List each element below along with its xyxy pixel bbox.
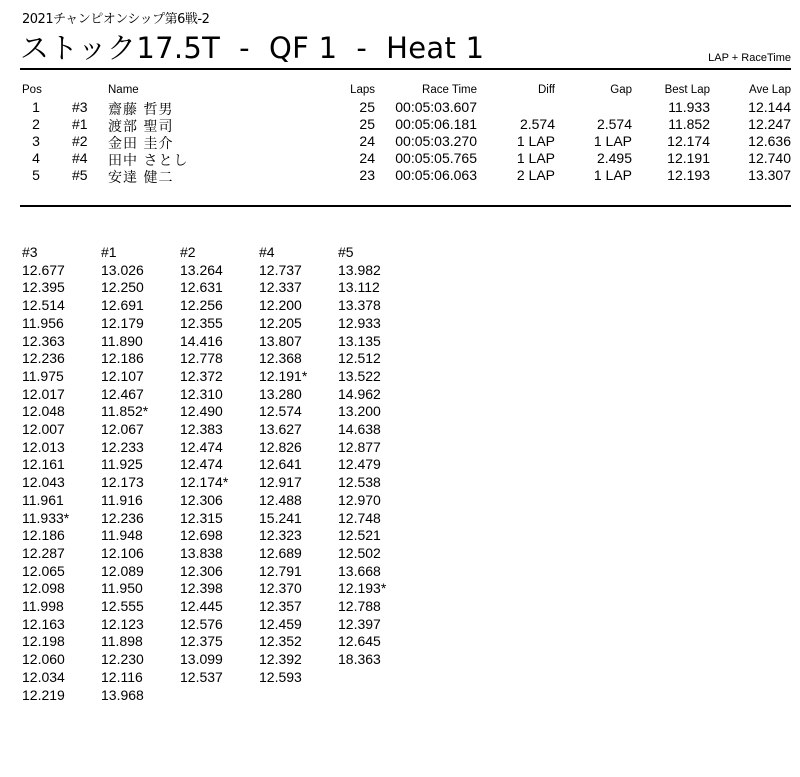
result-gap: 2.495	[596, 150, 632, 166]
lap-time: 12.219	[22, 686, 65, 703]
lap-time: 12.306	[180, 562, 223, 579]
result-name: 齋藤 哲男	[108, 102, 174, 118]
header-best-lap: Best Lap	[664, 84, 710, 96]
lap-time: 12.398	[180, 580, 223, 597]
lap-time: 13.668	[338, 562, 381, 579]
lap-time: 12.698	[180, 527, 223, 544]
lap-time: 12.490	[180, 403, 223, 420]
lap-time: 11.948	[101, 527, 143, 544]
lap-column	[338, 244, 417, 704]
lap-time: 12.574	[259, 403, 302, 420]
lap-time: 12.917	[259, 474, 302, 491]
lap-time: 11.998	[22, 598, 64, 615]
lap-time: 12.593	[259, 668, 302, 685]
result-name: 金田 圭介	[108, 136, 174, 152]
result-pos: 2	[32, 116, 40, 132]
result-row	[22, 167, 791, 184]
result-laps: 24	[359, 133, 375, 149]
lap-time: 12.065	[22, 562, 65, 579]
result-diff: 1 LAP	[516, 150, 555, 166]
result-race-time: 00:05:03.270	[395, 133, 477, 149]
lap-time: 12.048	[22, 403, 65, 420]
header-gap: Gap	[610, 84, 632, 96]
lap-time: 12.691	[101, 297, 144, 314]
result-pos: 3	[32, 133, 40, 149]
lap-time: 12.236	[22, 350, 65, 367]
lap-time: 11.852*	[101, 403, 149, 420]
lap-time: 12.778	[180, 350, 223, 367]
lap-time: 12.631	[180, 279, 223, 296]
result-best-lap: 12.193	[667, 167, 710, 183]
lap-time: 13.264	[180, 261, 223, 278]
lap-time: 12.230	[101, 651, 144, 668]
lap-time: 18.363	[338, 651, 381, 668]
result-row	[22, 99, 791, 116]
lap-time: 12.315	[180, 509, 223, 526]
lap-time: 12.459	[259, 615, 302, 632]
lap-time: 12.123	[101, 615, 144, 632]
lap-time: 13.378	[338, 297, 381, 314]
result-ave-lap: 12.247	[748, 116, 791, 132]
lap-time: 12.323	[259, 527, 302, 544]
lap-time: 12.161	[22, 456, 65, 473]
lap-column-label: #4	[259, 244, 275, 260]
result-laps: 24	[359, 150, 375, 166]
lap-time: 12.474	[180, 438, 223, 455]
result-gap: 2.574	[596, 116, 632, 132]
result-num: #4	[72, 150, 88, 166]
header-pos: Pos	[22, 84, 42, 96]
lap-time: 12.250	[101, 279, 144, 296]
header-ave-lap: Ave Lap	[749, 84, 791, 96]
lap-time: 12.191*	[259, 367, 308, 384]
lap-column	[101, 244, 180, 704]
result-diff: 2.574	[519, 116, 555, 132]
lap-time: 12.970	[338, 491, 381, 508]
lap-time: 12.467	[101, 385, 144, 402]
lap-time: 13.627	[259, 421, 302, 438]
lap-time: 12.198	[22, 633, 65, 650]
lap-time: 12.186	[101, 350, 144, 367]
lap-time: 13.522	[338, 367, 381, 384]
result-best-lap: 11.852	[668, 116, 710, 132]
result-laps: 25	[359, 99, 375, 115]
header-race-time: Race Time	[422, 84, 477, 96]
lap-time: 12.514	[22, 297, 65, 314]
result-best-lap: 12.191	[667, 150, 710, 166]
lap-time: 12.034	[22, 668, 65, 685]
result-num: #1	[72, 116, 88, 132]
lap-time: 12.106	[101, 544, 144, 561]
lap-time: 12.236	[101, 509, 144, 526]
result-ave-lap: 12.144	[748, 99, 791, 115]
lap-time: 13.099	[180, 651, 223, 668]
lap-time: 12.306	[180, 491, 223, 508]
lap-time: 12.174*	[180, 474, 229, 491]
lap-time: 14.416	[180, 332, 223, 349]
lap-time: 11.961	[22, 491, 64, 508]
lap-time: 12.372	[180, 367, 223, 384]
lap-time: 12.017	[22, 385, 65, 402]
lap-time: 14.962	[338, 385, 381, 402]
lap-time: 12.933	[338, 314, 381, 331]
lap-time: 12.537	[180, 668, 223, 685]
lap-time: 12.576	[180, 615, 223, 632]
result-race-time: 00:05:06.063	[395, 167, 477, 183]
header-laps: Laps	[350, 84, 375, 96]
lap-time: 12.375	[180, 633, 223, 650]
lap-time: 12.383	[180, 421, 223, 438]
lap-time: 12.479	[338, 456, 381, 473]
lap-time: 12.193*	[338, 580, 387, 597]
result-pos: 1	[32, 99, 40, 115]
results-table	[22, 84, 791, 184]
divider-bottom	[20, 205, 791, 207]
result-race-time: 00:05:06.181	[395, 116, 477, 132]
result-laps: 23	[359, 167, 375, 183]
result-diff: 1 LAP	[516, 133, 555, 149]
lap-time: 11.898	[101, 633, 143, 650]
lap-time: 12.043	[22, 474, 65, 491]
lap-time: 12.474	[180, 456, 223, 473]
lap-time: 12.677	[22, 261, 65, 278]
lap-time: 12.013	[22, 438, 65, 455]
lap-time: 12.521	[338, 527, 381, 544]
lap-time: 12.512	[338, 350, 381, 367]
lap-time: 12.179	[101, 314, 144, 331]
lap-time: 13.200	[338, 403, 381, 420]
lap-time: 12.363	[22, 332, 65, 349]
lap-column-label: #3	[22, 244, 38, 260]
lap-time: 11.933*	[22, 509, 70, 526]
lap-time: 11.890	[101, 332, 143, 349]
result-gap: 1 LAP	[593, 167, 632, 183]
lap-column-label: #2	[180, 244, 196, 260]
lap-time: 12.355	[180, 314, 223, 331]
lap-time: 12.689	[259, 544, 302, 561]
lap-time: 12.370	[259, 580, 302, 597]
lap-time: 11.950	[101, 580, 143, 597]
lap-time: 12.368	[259, 350, 302, 367]
lap-time: 12.645	[338, 633, 381, 650]
result-best-lap: 12.174	[667, 133, 710, 149]
divider-top	[20, 68, 791, 70]
result-num: #3	[72, 99, 88, 115]
lap-time: 12.488	[259, 491, 302, 508]
result-pos: 5	[32, 167, 40, 183]
lap-time: 12.067	[101, 421, 144, 438]
lap-time: 12.233	[101, 438, 144, 455]
lap-time: 11.956	[22, 314, 64, 331]
lap-column	[180, 244, 259, 704]
lap-time: 12.098	[22, 580, 65, 597]
lap-time: 12.352	[259, 633, 302, 650]
lap-column-label: #5	[338, 244, 354, 260]
lap-time: 12.107	[101, 367, 144, 384]
lap-time: 12.007	[22, 421, 65, 438]
lap-time: 13.135	[338, 332, 381, 349]
lap-time: 13.968	[101, 686, 144, 703]
result-ave-lap: 12.636	[748, 133, 791, 149]
lap-time: 14.638	[338, 421, 381, 438]
lap-time: 13.280	[259, 385, 302, 402]
lap-time: 12.186	[22, 527, 65, 544]
lap-column-label: #1	[101, 244, 117, 260]
lap-time: 12.392	[259, 651, 302, 668]
lap-time: 12.397	[338, 615, 381, 632]
lap-time: 11.925	[101, 456, 143, 473]
lap-time: 12.502	[338, 544, 381, 561]
lap-column	[259, 244, 338, 704]
lap-time: 12.555	[101, 598, 144, 615]
lap-time: 13.807	[259, 332, 302, 349]
result-diff: 2 LAP	[516, 167, 555, 183]
result-name: 渡部 聖司	[108, 119, 174, 135]
lap-time: 12.089	[101, 562, 144, 579]
lap-time: 12.287	[22, 544, 65, 561]
result-ave-lap: 13.307	[748, 167, 791, 183]
lap-time: 12.200	[259, 297, 302, 314]
lap-time: 12.205	[259, 314, 302, 331]
lap-time: 12.337	[259, 279, 302, 296]
result-laps: 25	[359, 116, 375, 132]
header-diff: Diff	[537, 84, 555, 96]
result-name: 田中 さとし	[108, 153, 189, 169]
lap-time: 13.026	[101, 261, 144, 278]
lap-time: 12.310	[180, 385, 223, 402]
lap-time: 12.538	[338, 474, 381, 491]
lap-time: 12.641	[259, 456, 302, 473]
result-ave-lap: 12.740	[748, 150, 791, 166]
result-num: #5	[72, 167, 88, 183]
lap-time: 12.357	[259, 598, 302, 615]
lap-time: 12.791	[259, 562, 302, 579]
header-name: Name	[108, 84, 139, 96]
result-row	[22, 150, 791, 167]
event-name: 2021チャンピオンシップ第6戦-2	[22, 12, 210, 27]
lap-time: 11.916	[101, 491, 143, 508]
lap-time: 12.445	[180, 598, 223, 615]
lap-time: 12.060	[22, 651, 65, 668]
result-race-time: 00:05:05.765	[395, 150, 477, 166]
result-best-lap: 11.933	[668, 99, 710, 115]
lap-time: 12.256	[180, 297, 223, 314]
result-gap: 1 LAP	[593, 133, 632, 149]
result-pos: 4	[32, 150, 40, 166]
result-num: #2	[72, 133, 88, 149]
report-type: LAP + RaceTime	[708, 52, 791, 64]
lap-time: 13.838	[180, 544, 223, 561]
result-name: 安達 健二	[108, 170, 174, 186]
lap-times-grid	[22, 244, 417, 704]
lap-time: 13.112	[338, 279, 380, 296]
lap-time: 12.395	[22, 279, 65, 296]
lap-time: 12.877	[338, 438, 381, 455]
lap-time: 11.975	[22, 367, 64, 384]
result-race-time: 00:05:03.607	[395, 99, 477, 115]
lap-time: 12.748	[338, 509, 381, 526]
results-header-row	[22, 84, 791, 99]
result-row	[22, 133, 791, 150]
results-body	[22, 99, 791, 184]
lap-time: 12.788	[338, 598, 381, 615]
race-title: ストック17.5T - QF 1 - Heat 1	[20, 31, 485, 65]
lap-column	[22, 244, 101, 704]
lap-time: 12.163	[22, 615, 65, 632]
lap-time: 12.737	[259, 261, 302, 278]
lap-time: 12.173	[101, 474, 144, 491]
lap-time: 13.982	[338, 261, 381, 278]
lap-time: 12.826	[259, 438, 302, 455]
lap-time: 12.116	[101, 668, 143, 685]
result-row	[22, 116, 791, 133]
lap-time: 15.241	[259, 509, 302, 526]
